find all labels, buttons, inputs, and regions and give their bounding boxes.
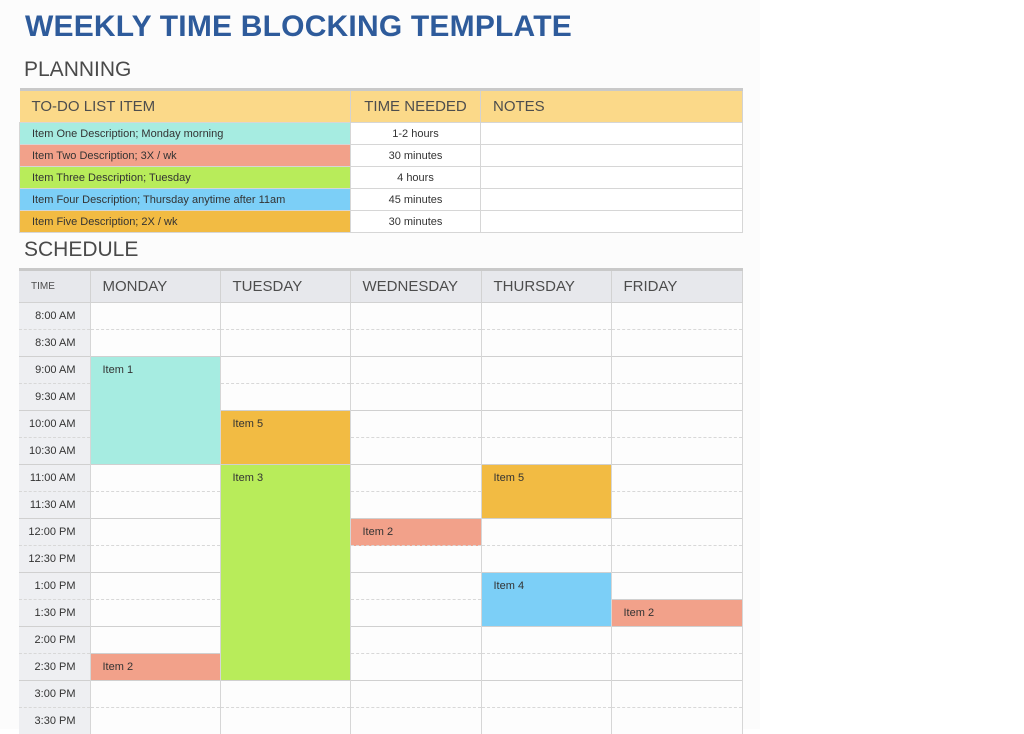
schedule-cell-friday[interactable]: [611, 330, 742, 357]
todo-item-cell[interactable]: Item Three Description; Tuesday: [20, 167, 351, 189]
schedule-cell-friday[interactable]: [611, 303, 742, 330]
notes-column-header: NOTES: [481, 90, 743, 123]
schedule-row: [19, 411, 742, 438]
planning-row: [20, 145, 743, 167]
schedule-block-monday[interactable]: [90, 438, 220, 465]
time-needed-cell[interactable]: 4 hours: [351, 167, 481, 189]
schedule-row: [19, 492, 742, 519]
time-needed-cell[interactable]: 30 minutes: [351, 211, 481, 233]
schedule-block-tuesday[interactable]: Item 3: [220, 465, 350, 492]
schedule-row: [19, 519, 742, 546]
schedule-cell-thursday[interactable]: [481, 519, 611, 546]
monday-column-header: MONDAY: [90, 270, 220, 303]
schedule-cell-friday[interactable]: [611, 519, 742, 546]
schedule-cell-wednesday[interactable]: [350, 654, 481, 681]
schedule-cell-monday[interactable]: [90, 303, 220, 330]
schedule-cell-thursday[interactable]: [481, 384, 611, 411]
schedule-cell-monday[interactable]: [90, 519, 220, 546]
schedule-cell-wednesday[interactable]: [350, 627, 481, 654]
time-slot-label: 10:30 AM: [19, 438, 90, 465]
time-slot-label: 3:00 PM: [19, 681, 90, 708]
time-slot-label: 8:00 AM: [19, 303, 90, 330]
schedule-block-thursday[interactable]: [481, 600, 611, 627]
schedule-cell-tuesday[interactable]: [220, 708, 350, 734]
planning-row: [20, 189, 743, 211]
notes-cell[interactable]: [481, 167, 743, 189]
notes-cell[interactable]: [481, 123, 743, 145]
time-slot-label: 1:00 PM: [19, 573, 90, 600]
schedule-cell-wednesday[interactable]: [350, 330, 481, 357]
schedule-block-tuesday[interactable]: Item 5: [220, 411, 350, 438]
schedule-row: [19, 546, 742, 573]
schedule-cell-monday[interactable]: [90, 330, 220, 357]
time-needed-cell[interactable]: 45 minutes: [351, 189, 481, 211]
schedule-cell-tuesday[interactable]: [220, 303, 350, 330]
schedule-cell-wednesday[interactable]: [350, 303, 481, 330]
page-margin: [760, 0, 1024, 729]
planning-row: [20, 211, 743, 233]
schedule-cell-thursday[interactable]: [481, 330, 611, 357]
todo-item-cell[interactable]: Item Two Description; 3X / wk: [20, 145, 351, 167]
schedule-cell-wednesday[interactable]: [350, 600, 481, 627]
schedule-cell-wednesday[interactable]: [350, 438, 481, 465]
planning-section-title: PLANNING: [24, 58, 131, 82]
schedule-block-friday[interactable]: Item 2: [611, 600, 742, 627]
schedule-cell-thursday[interactable]: [481, 627, 611, 654]
notes-cell[interactable]: [481, 189, 743, 211]
schedule-cell-thursday[interactable]: [481, 681, 611, 708]
time-needed-cell[interactable]: 30 minutes: [351, 145, 481, 167]
schedule-cell-monday[interactable]: [90, 681, 220, 708]
notes-cell[interactable]: [481, 145, 743, 167]
schedule-block-monday[interactable]: Item 1: [90, 357, 220, 384]
schedule-row: [19, 573, 742, 600]
schedule-cell-friday[interactable]: [611, 627, 742, 654]
schedule-block-tuesday[interactable]: [220, 519, 350, 546]
schedule-cell-wednesday[interactable]: [350, 357, 481, 384]
schedule-cell-monday[interactable]: [90, 573, 220, 600]
schedule-cell-monday[interactable]: [90, 627, 220, 654]
thursday-column-header: THURSDAY: [481, 270, 611, 303]
time-needed-cell[interactable]: 1-2 hours: [351, 123, 481, 145]
schedule-row: [19, 600, 742, 627]
schedule-block-monday[interactable]: [90, 411, 220, 438]
schedule-row: [19, 438, 742, 465]
time-slot-label: 12:30 PM: [19, 546, 90, 573]
schedule-cell-wednesday[interactable]: [350, 492, 481, 519]
schedule-row: [19, 303, 742, 330]
schedule-cell-friday[interactable]: [611, 573, 742, 600]
schedule-header-row: [19, 270, 742, 303]
schedule-row: [19, 681, 742, 708]
schedule-cell-friday[interactable]: [611, 708, 742, 734]
schedule-cell-monday[interactable]: [90, 465, 220, 492]
time-slot-label: 10:00 AM: [19, 411, 90, 438]
schedule-block-monday[interactable]: Item 2: [90, 654, 220, 681]
schedule-block-tuesday[interactable]: [220, 573, 350, 600]
todo-item-cell[interactable]: Item Four Description; Thursday anytime after 11am: [20, 189, 351, 211]
time-slot-label: 9:00 AM: [19, 357, 90, 384]
todo-item-cell[interactable]: Item One Description; Monday morning: [20, 123, 351, 145]
schedule-cell-wednesday[interactable]: [350, 384, 481, 411]
schedule-cell-thursday[interactable]: [481, 303, 611, 330]
schedule-cell-monday[interactable]: [90, 708, 220, 734]
schedule-cell-friday[interactable]: [611, 357, 742, 384]
schedule-cell-wednesday[interactable]: [350, 546, 481, 573]
time-slot-label: 12:00 PM: [19, 519, 90, 546]
notes-cell[interactable]: [481, 211, 743, 233]
time-slot-label: 8:30 AM: [19, 330, 90, 357]
schedule-cell-wednesday[interactable]: [350, 573, 481, 600]
schedule-cell-friday[interactable]: [611, 681, 742, 708]
schedule-block-tuesday[interactable]: [220, 438, 350, 465]
schedule-block-thursday[interactable]: Item 5: [481, 465, 611, 492]
schedule-cell-thursday[interactable]: [481, 357, 611, 384]
schedule-row: [19, 654, 742, 681]
schedule-cell-monday[interactable]: [90, 546, 220, 573]
schedule-cell-wednesday[interactable]: [350, 465, 481, 492]
schedule-cell-tuesday[interactable]: [220, 681, 350, 708]
schedule-block-tuesday[interactable]: [220, 492, 350, 519]
schedule-row: [19, 708, 742, 734]
schedule-cell-thursday[interactable]: [481, 546, 611, 573]
schedule-block-tuesday[interactable]: [220, 627, 350, 654]
todo-item-cell[interactable]: Item Five Description; 2X / wk: [20, 211, 351, 233]
schedule-cell-thursday[interactable]: [481, 438, 611, 465]
schedule-block-tuesday[interactable]: [220, 546, 350, 573]
schedule-cell-friday[interactable]: [611, 492, 742, 519]
schedule-block-thursday[interactable]: Item 4: [481, 573, 611, 600]
schedule-cell-monday[interactable]: [90, 492, 220, 519]
schedule-cell-tuesday[interactable]: [220, 357, 350, 384]
page-title: WEEKLY TIME BLOCKING TEMPLATE: [25, 10, 572, 44]
schedule-table: [19, 268, 743, 734]
schedule-row: [19, 384, 742, 411]
schedule-cell-friday[interactable]: [611, 411, 742, 438]
schedule-section-title: SCHEDULE: [24, 238, 138, 262]
schedule-cell-friday[interactable]: [611, 546, 742, 573]
schedule-row: [19, 627, 742, 654]
friday-column-header: FRIDAY: [611, 270, 742, 303]
schedule-cell-wednesday[interactable]: [350, 681, 481, 708]
time-slot-label: 11:00 AM: [19, 465, 90, 492]
time-slot-label: 3:30 PM: [19, 708, 90, 734]
schedule-cell-thursday[interactable]: [481, 411, 611, 438]
wednesday-column-header: WEDNESDAY: [350, 270, 481, 303]
schedule-cell-friday[interactable]: [611, 465, 742, 492]
planning-header-row: [20, 90, 743, 123]
schedule-block-tuesday[interactable]: [220, 600, 350, 627]
time-slot-label: 9:30 AM: [19, 384, 90, 411]
schedule-cell-tuesday[interactable]: [220, 384, 350, 411]
schedule-cell-monday[interactable]: [90, 600, 220, 627]
schedule-cell-wednesday[interactable]: [350, 708, 481, 734]
schedule-row: [19, 357, 742, 384]
schedule-cell-thursday[interactable]: [481, 654, 611, 681]
planning-row: [20, 123, 743, 145]
schedule-cell-thursday[interactable]: [481, 708, 611, 734]
schedule-cell-wednesday[interactable]: [350, 411, 481, 438]
time-slot-label: 2:00 PM: [19, 627, 90, 654]
schedule-block-wednesday[interactable]: Item 2: [350, 519, 481, 546]
schedule-block-thursday[interactable]: [481, 492, 611, 519]
time-slot-label: 2:30 PM: [19, 654, 90, 681]
time-slot-label: 11:30 AM: [19, 492, 90, 519]
time-needed-column-header: TIME NEEDED: [351, 90, 481, 123]
time-slot-label: 1:30 PM: [19, 600, 90, 627]
planning-table: [19, 88, 743, 233]
schedule-cell-friday[interactable]: [611, 654, 742, 681]
schedule-cell-friday[interactable]: [611, 438, 742, 465]
planning-row: [20, 167, 743, 189]
schedule-cell-tuesday[interactable]: [220, 330, 350, 357]
schedule-block-monday[interactable]: [90, 384, 220, 411]
schedule-block-tuesday[interactable]: [220, 654, 350, 681]
tuesday-column-header: TUESDAY: [220, 270, 350, 303]
schedule-cell-friday[interactable]: [611, 384, 742, 411]
schedule-row: [19, 465, 742, 492]
time-column-header: TIME: [19, 270, 90, 303]
schedule-row: [19, 330, 742, 357]
todo-column-header: TO-DO LIST ITEM: [20, 90, 351, 123]
